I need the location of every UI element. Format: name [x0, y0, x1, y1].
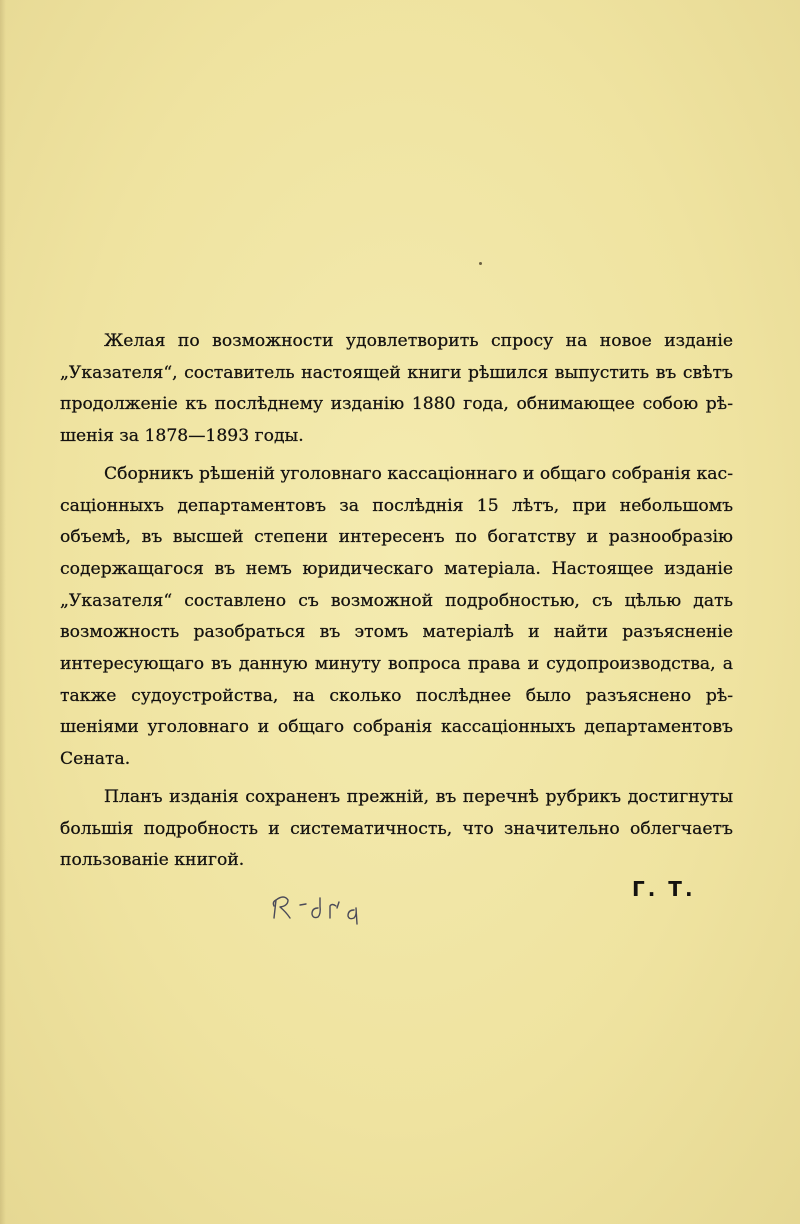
paragraph-1: Желая по возможности удовлетворить спросу на новое изданіе „Указателя“, составитель настоящей книги рѣшился выпустить въ свѣтъ продолженіе къ послѣднему изданію 1880 года, обнимающее собою рѣшенія за 1878—1893 годы.	[60, 331, 733, 447]
paragraph-2: Сборникъ рѣшеній уголовнаго кассаціоннаго и общаго собранія кассаціонныхъ департаментовъ за послѣднія 15 лѣтъ, при небольшомъ объемѣ, въ высшей степени интересенъ по богатству и разнообразію содержащагося въ немъ юридическаго матеріала. Настоящее изданіе „Указателя“ составлено съ возможной подробностью, съ цѣлью дать возможность разобраться въ этомъ матеріалѣ и найти разъясненіе интересующаго въ данную минуту вопроса права и судопроизводства, а также судоустройства, на сколько послѣднее было разъяснено рѣшеніями уголовнаго и общаго собранія кассаціонныхъ департаментовъ Сената.	[60, 463, 733, 770]
handwritten-shelfmark	[266, 888, 376, 930]
author-initials: Г. Т.	[632, 877, 696, 901]
page-edge-shadow	[0, 0, 6, 1224]
paragraph-3: Планъ изданія сохраненъ прежній, въ перечнѣ рубрикъ достигнуты большія подробность и систематичность, что значительно облегчаетъ пользованіе книгой.	[60, 786, 733, 871]
preface-text	[60, 326, 733, 883]
paper-speck	[479, 262, 482, 265]
